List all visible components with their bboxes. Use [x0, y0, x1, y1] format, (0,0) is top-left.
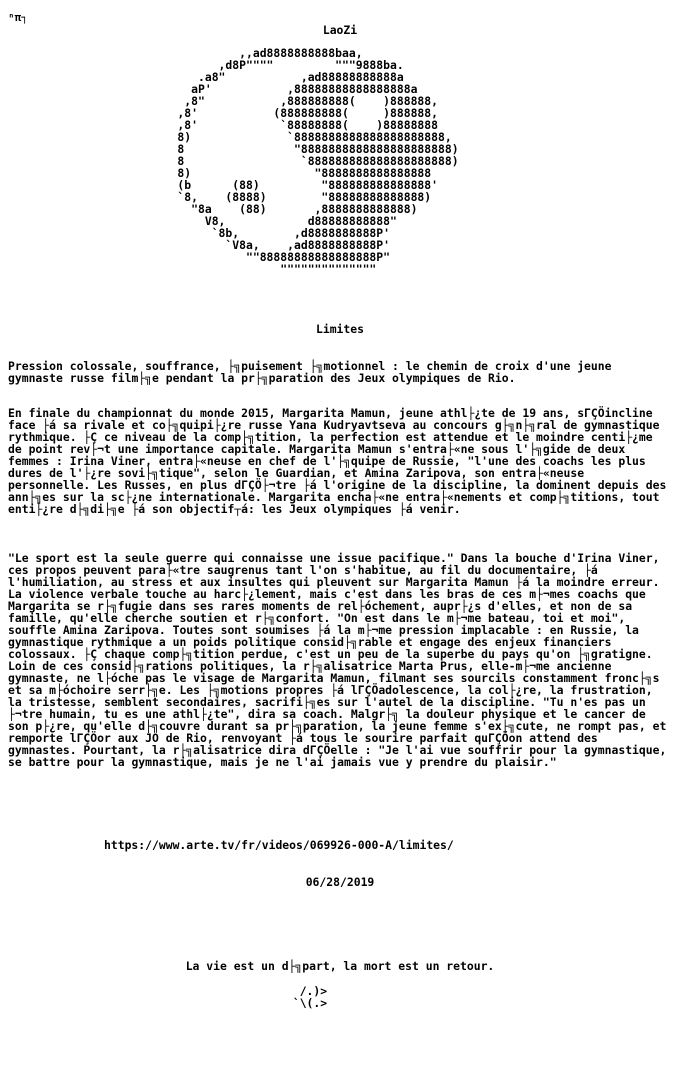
- closing-ascii-art-text: /.)> `\(.>: [292, 984, 328, 1010]
- author-name: LaoZi: [322, 23, 358, 37]
- intro-paragraph: Pression colossale, souffrance, ├╗puisement ├╗motionnel : le chemin de croix d'une jeune gymnaste russe film├╗e pendant la pr├╗paration des Jeux olympiques de Rio.: [8, 359, 612, 385]
- body-paragraph-2: "Le sport est la seule guerre qui connaisse une issue pacifique." Dans la bouche d'Irina Viner, ces propos peuvent para├«tre saugrenus tant l'on s'habitue, au fil du documentaire, ├á l'humiliation, au stress et aux insultes qui pleuvent sur Margarita Mamun ├á la moindre erreur. La violence verbale touche au harc├¿lement, mais c'est dans les bras de ces m├¬mes coachs que Margarita se r├╗fugie dans ses rares moments de rel├óchement, aupr├¿s d'elles, et non de sa famille, qu'elle cherche soutien et r├╗confort. "On est dans le m├¬me bateau, toi et moi", souffle Amina Zaripova. Toutes sont soumises ├á la m├¬me pression implacable : en Russie, la gymnastique rythmique a un poids politique consid├╗rable et engage des enjeux financiers colossaux. ├Ç chaque comp├╗tition perdue, c'est un peu de la superbe du pays qu'on ├╗gratigne. Loin de ces consid├╗rations politiques, la r├╗alisatrice Marta Prus, elle-m├¬me ancienne gymnaste, ne l├óche pas le visage de Margarita Mamun, filmant ses sourcils constamment fronc├╗s et sa m├óchoire serr├╗e. Les ├╗motions propres ├á lΓÇÖadolescence, la col├¿re, la frustration, la tristesse, semblent secondaires, sacrifi├╗es sur l'autel de la discipline. "Tu n'es pas un ├¬tre humain, tu es une athl├¿te", dira sa coach. Malgr├╗ la douleur physique et le cancer de son p├¿re, qu'elle d├╗couvre durant sa pr├╗paration, la jeune femme s'ex├╗cute, ne rompt pas, et remporte lΓÇÖor aux JO de Rio, renvoyant ├á tous le sourire parfait quΓÇÖon attend des gymnastes. Pourtant, la r├╗alisatrice dira dΓÇÖelle : "Je l'ai vue souffrir pour la gymnastique, se battre pour la gymnastique, mais je ne l'ai jamais vue y prendre du plaisir.": [8, 551, 667, 769]
- closing-ascii-art: [0, 985, 680, 1009]
- ascii-logo-art: ,,ad8888888888baa, ,d8P"""" """9888ba. .a8" ,ad88888888888a aP' ,88888888888888888a ,8" ,888888888( )888888, ,8' (888888888( )888888, ,8' `88888888( )88888888 8) `8888888888888888888888, 8 "8888888888888888888888) 8 `888888888888888888888) 8) "8888888888888888 (b (88) "888888888888888' `8, (8888) "88888888888888) "8a (88) ,8888888888888) V8, d88888888888" `8b, ,d8888888888P' `V8a, ,ad8888888888P' ""88888888888888888P" """""""""""""": [177, 46, 459, 276]
- publication-date: 06/28/2019: [305, 875, 375, 889]
- ascii-logo: [0, 47, 680, 275]
- source-url: https://www.arte.tv/fr/videos/069926-000-A/limites/: [104, 838, 454, 852]
- document-title: Limites: [315, 322, 364, 336]
- corner-mark: ⁿπ┐: [8, 11, 28, 24]
- body-paragraph-1: En finale du championnat du monde 2015, Margarita Mamun, jeune athl├¿te de 19 ans, sΓÇÖincline face ├á sa rivale et co├╗quipi├¿re russe Yana Kudryavtseva au concours g├╗n├╗ral de gymnastique rythmique. ├Ç ce niveau de la comp├╗tition, la perfection est attendue et le moindre centi├¿me de point rev├¬t une importance capitale. Margarita Mamun s'entra├«ne sous l'├╗gide de deux femmes : Irina Viner, entra├«neuse en chef de l'├╗quipe de Russie, "l'une des coachs les plus dures de l'├¿re sovi├╗tique", selon le Guardian, et Amina Zaripova, son entra├«neuse personnelle. Les Russes, en plus dΓÇÖ├¬tre ├á l'origine de la discipline, la dominent depuis des ann├╗es sur la sc├¿ne internationale. Margarita encha├«ne entra├«nements et comp├╗titions, tout enti├¿re d├╗di├╗e ├á son objectif┬á: les Jeux olympiques ├á venir.: [8, 406, 667, 516]
- closing-quote: La vie est un d├╗part, la mort est un retour.: [185, 959, 495, 973]
